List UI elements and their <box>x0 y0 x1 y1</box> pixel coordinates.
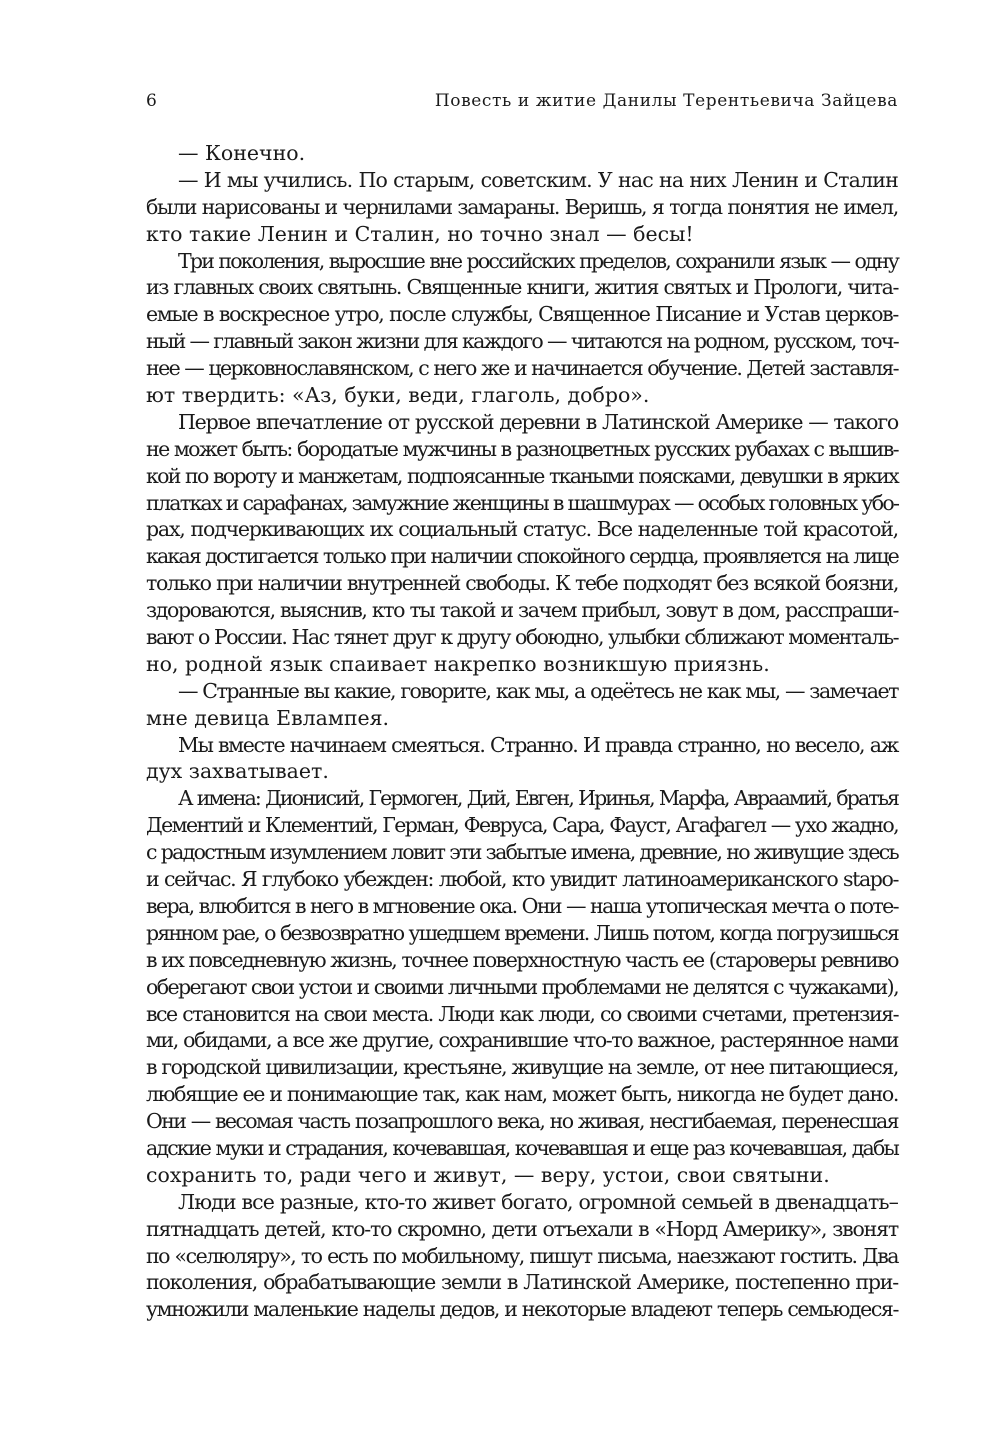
text-line: по «селюляру», то есть по мобильному, пишут письма, наезжают гостить. Два <box>146 1243 898 1268</box>
paragraph <box>146 409 898 678</box>
running-title: Повесть и житие Данилы Терентьевича Зайцева <box>434 91 898 111</box>
text-line: вают о России. Нас тянет друг к другу обоюдно, улыбки сближают моменталь- <box>146 625 898 650</box>
text-line: пятнадцать детей, кто-то скромно, дети отъехали в «Норд Америку», звонят <box>146 1216 898 1241</box>
text-line: из главных своих святынь. Священные книги, жития святых и Прологи, чита- <box>146 275 898 300</box>
text-line: адские муки и страдания, кочевавшая, кочевавшая и еще раз кочевавшая, дабы <box>146 1135 898 1160</box>
page-number: 6 <box>146 91 158 111</box>
text-line: Они — весомая часть позапрошлого века, но живая, несгибаемая, перенесшая <box>146 1109 898 1134</box>
text-line: рянном рае, о безвозвратно ушедшем времени. Лишь потом, когда погрузишься <box>146 920 898 945</box>
text-line: кто такие Ленин и Сталин, но точно знал — бесы! <box>146 221 694 246</box>
paragraph <box>146 1189 898 1323</box>
text-line: умножили маленькие наделы дедов, и некоторые владеют теперь семьюдеся- <box>146 1297 898 1322</box>
text-line: Три поколения, выросшие вне российских пределов, сохранили язык — одну <box>178 248 898 273</box>
text-line: сохранить то, ради чего и живут, — веру, устои, свои святыни. <box>146 1162 830 1187</box>
text-line: ный — главный закон жизни для каждого — читаются на родном, русском, точ- <box>146 329 898 354</box>
text-line: были нарисованы и чернилами замараны. Веришь, я тогда понятия не имел, <box>146 194 898 219</box>
paragraph <box>146 732 898 786</box>
text-line: здороваются, выяснив, кто ты такой и зачем прибыл, зовут в дом, расспраши- <box>146 598 898 623</box>
text-line: нее — церковнославянском, с него же и начинается обучение. Детей заставля- <box>146 356 898 381</box>
text-line: — Странные вы какие, говорите, как мы, а одеётесь не как мы, — замечает <box>178 678 898 703</box>
text-line: рах, подчеркивающих их социальный статус. Все наделенные той красотой, <box>146 517 898 542</box>
text-line: ют твердить: «Аз, буки, веди, глаголь, добро». <box>146 383 650 408</box>
text-line: — Конечно. <box>178 141 306 165</box>
text-line: все становится на свои места. Люди как люди, со своими счетами, претензия- <box>146 1001 898 1026</box>
text-line: с радостным изумлением ловит эти забытые имена, древние, но живущие здесь <box>146 840 898 865</box>
text-line: в их повседневную жизнь, точнее поверхностную часть ее (староверы ревниво <box>146 947 898 972</box>
text-line: А имена: Дионисий, Гермоген, Дий, Евген, Иринья, Марфа, Авраамий, братья <box>178 786 898 811</box>
text-line: в городской цивилизации, крестьяне, живущие на земле, от нее питающиеся, <box>146 1055 898 1080</box>
body-text <box>146 140 898 1323</box>
paragraph <box>146 140 898 167</box>
text-line: платках и сарафанах, замужние женщины в шашмурах — особых головных убо- <box>146 490 899 515</box>
text-line: — И мы учились. По старым, советским. У нас на них Ленин и Сталин <box>178 167 898 192</box>
text-line: Дементий и Клементий, Герман, Февруса, Сара, Фауст, Агафагел — ухо жадно, <box>146 813 898 838</box>
text-line: кой по вороту и манжетам, подпоясанные ткаными поясками, девушки в ярких <box>146 463 898 488</box>
paragraph <box>146 167 898 248</box>
text-line: ми, обидами, а все же другие, сохранившие что-то важное, растерянное нами <box>146 1028 898 1053</box>
text-line: оберегают свои устои и своими личными проблемами не делятся с чужаками), <box>146 974 898 999</box>
paragraph <box>146 785 898 1188</box>
text-line: Мы вместе начинаем смеяться. Странно. И правда странно, но весело, аж <box>178 732 898 757</box>
text-line: только при наличии внутренней свободы. К тебе подходят без всякой боязни, <box>146 571 898 596</box>
text-line: поколения, обрабатывающие земли в Латинской Америке, постепенно при- <box>146 1270 898 1295</box>
text-line: дух захватывает. <box>146 759 329 784</box>
text-line: Люди все разные, кто-то живет богато, огромной семьей в двенадцать– <box>178 1189 898 1214</box>
text-line: емые в воскресное утро, после службы, Священное Писание и Устав церков- <box>146 302 898 327</box>
text-line: не может быть: бородатые мужчины в разноцветных русских рубахах с вышив- <box>146 436 898 461</box>
text-line: мне девица Евлампея. <box>146 705 390 730</box>
text-line: и сейчас. Я глубоко убежден: любой, кто увидит латиноамериканского staро- <box>146 867 898 892</box>
paragraph <box>146 678 898 732</box>
text-line: Первое впечатление от русской деревни в Латинской Америке — такого <box>178 409 898 434</box>
text-line: но, родной язык спаивает накрепко возникшую приязнь. <box>146 651 770 676</box>
paragraph <box>146 248 898 409</box>
text-line: любящие ее и понимающие так, как нам, может быть, никогда не будет дано. <box>146 1082 898 1107</box>
text-line: какая достигается только при наличии спокойного сердца, проявляется на лице <box>146 544 898 569</box>
text-line: вера, влюбится в него в мгновение ока. Они — наша утопическая мечта о поте- <box>146 893 898 918</box>
page-header <box>146 89 898 113</box>
